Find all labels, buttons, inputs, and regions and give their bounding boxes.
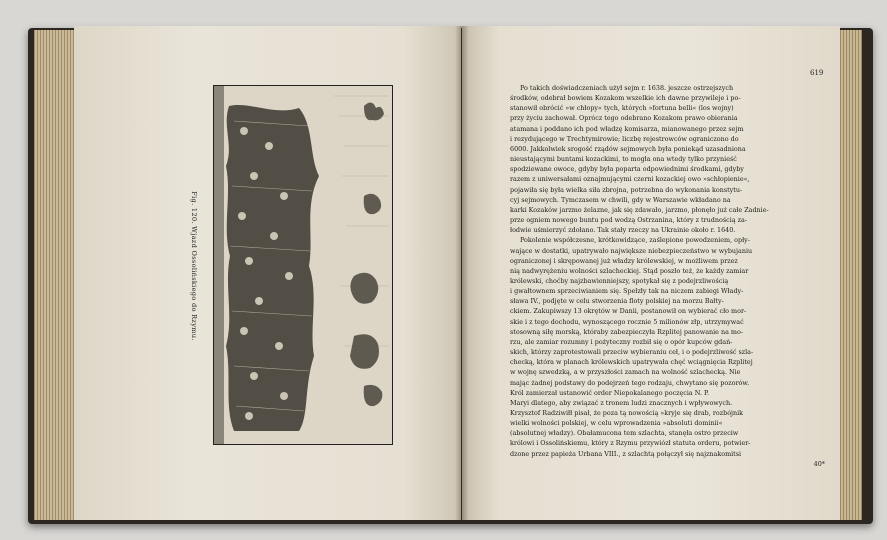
text-line: skie i z tego dochodu, wynoszącego rocznie 5 milionów złp, utrzymywać [510,317,744,326]
text-line: checką, która w planach królewskich upatrywała chęć wciągnięcia Rzplitej [510,358,753,367]
engraving-image [214,86,392,444]
book-gutter [455,26,469,520]
text-line: w wojnę szwedzką, a w przyszłości zamach na wolność szlachecką. Nie [510,368,741,377]
paragraph-1 [510,83,825,235]
text-line: Krzysztof Radziwiłł pisał, że poza tą nowością »kryje się drab, rozbójnik [510,409,744,417]
procession-engraving [213,85,393,445]
text-line: razem z uniwersałami oznajmującymi czerni kozackiej owo »schłopienie«, [510,175,750,184]
text-line: i gwałtownem sprzeciwianiem się. Spełzły tak na niczem zabiegi Włady- [510,287,744,296]
text-line: ckiem. Zakupiwszy 13 okrętów w Danii, postanowił on wybierać cło mor- [510,307,747,316]
text-line: wające w dostatki, upatrywało największe niebezpieczeństwo w wybujaniu [510,246,753,255]
text-line: rzu, ale zamiar rozumny i pożyteczny rozbił się o opór kupców gdań- [510,337,733,346]
text-line: sława IV., podjęte w celu stworzenia floty polskiej na morzu Bałty- [510,297,724,306]
text-line: królowi i Ossolińskiemu, który z Rzymu przywiózł statuta orderu, potwier- [510,439,751,448]
text-line: skich, którzy zaprotestowali przeciw wybieraniu ceł, i o podejrzliwość szla- [510,348,754,357]
text-line: i rezydującego w Trechtymirowie; liczbę rejestrowców ograniczono do [510,134,739,143]
text-line: (absolutnej władzy). Obałamucona tem szlachta, stanęła ostro przeciw [510,429,739,438]
text-line: łodwie uśmierzyć zdołano. Tak stały rzeczy na Ukrainie około r. 1640. [510,226,736,235]
text-line: dzone przez papieża Urbana VIII., z szlachtą połączył się najznakomitsi [510,449,742,458]
text-line: stanowił obrócić »w chłopy« tych, których »fortuna belli« (los wojny) [510,104,734,113]
text-line: nieustającymi buntami kozackimi, to mogła ona wtedy tylko przynieść [510,155,737,164]
body-text [510,83,825,469]
text-line: wielki wolności polskiej, w celu wprowadzenia »absoluti dominii« [510,419,723,428]
text-line: Pokolenie współczesne, krótkowidzące, zaślepione powodzeniem, opły- [520,236,750,245]
text-line: Po takich doświadczeniach użył sejm r. 1638. jeszcze ostrzejszych [520,84,734,92]
text-line: pojawiła się była wielka siła zbrojna, potrzebna do wykonania konstytu- [510,185,743,194]
text-line: spodziewane owoce, gdyby była poparta odpowiednimi środkami, gdyby [510,165,744,174]
page-edges-right [838,30,862,520]
text-line: 6000. Jakkolwiek srogość rządów sejmowych była poniekąd uzasadniona [510,144,746,153]
text-line: stosowną siłę morską, któraby zabezpieczyła Rzplitej panowanie na mo- [510,327,743,336]
text-line: środków, odebrał bowiem Kozakom wszelkie ich dawne przywileje i po- [510,94,741,103]
text-line: cyj sejmowych. Tymczasem w chwili, gdy w Warszawie wkładano na [510,195,731,204]
page-edges-left [34,30,76,520]
text-line: Maryi dlatego, aby związać z tronem ludzi znacznych i wpływowych. [510,398,733,407]
text-line: przy życiu zachował. Oprócz tego odebrano Kozakom prawo obierania [510,114,738,123]
text-line: królewski, choćby najzbawienniejszy, spotykał się z podejrzliwością [510,276,729,285]
text-line: Król zamierzał ustanowić order Niepokalanego poczęcia N. P. [510,388,710,397]
paragraph-2 [510,235,825,458]
text-line: prze ogniem nowego buntu pod wodzą Ostrzanina, który z trudnością za- [510,216,747,225]
text-line: ograniczonej i skrępowanej już władzy królewskiej, w możliwem przez [510,256,738,265]
text-line: karki Kozaków jarzmo żelazne, jak się zdawało, jarzmo, płonęło już całe Zadnie- [510,205,769,214]
text-line: mając żadnej podstawy do podejrzeń tego rodzaju, chwytano się pozorów. [510,378,750,387]
text-line: nią nadwyrężeniu wolności szlacheckiej. Stąd poszło też, że każdy zamiar [510,266,749,275]
text-line: atamana i poddano ich pod władzę komisarza, mianowanego przez sejm [510,124,744,133]
figure-caption: Fig. 120. Wjazd Ossolińskiego do Rzymu. [190,191,198,341]
page-number: 619 [810,69,824,77]
catchword: 40* [813,459,825,468]
